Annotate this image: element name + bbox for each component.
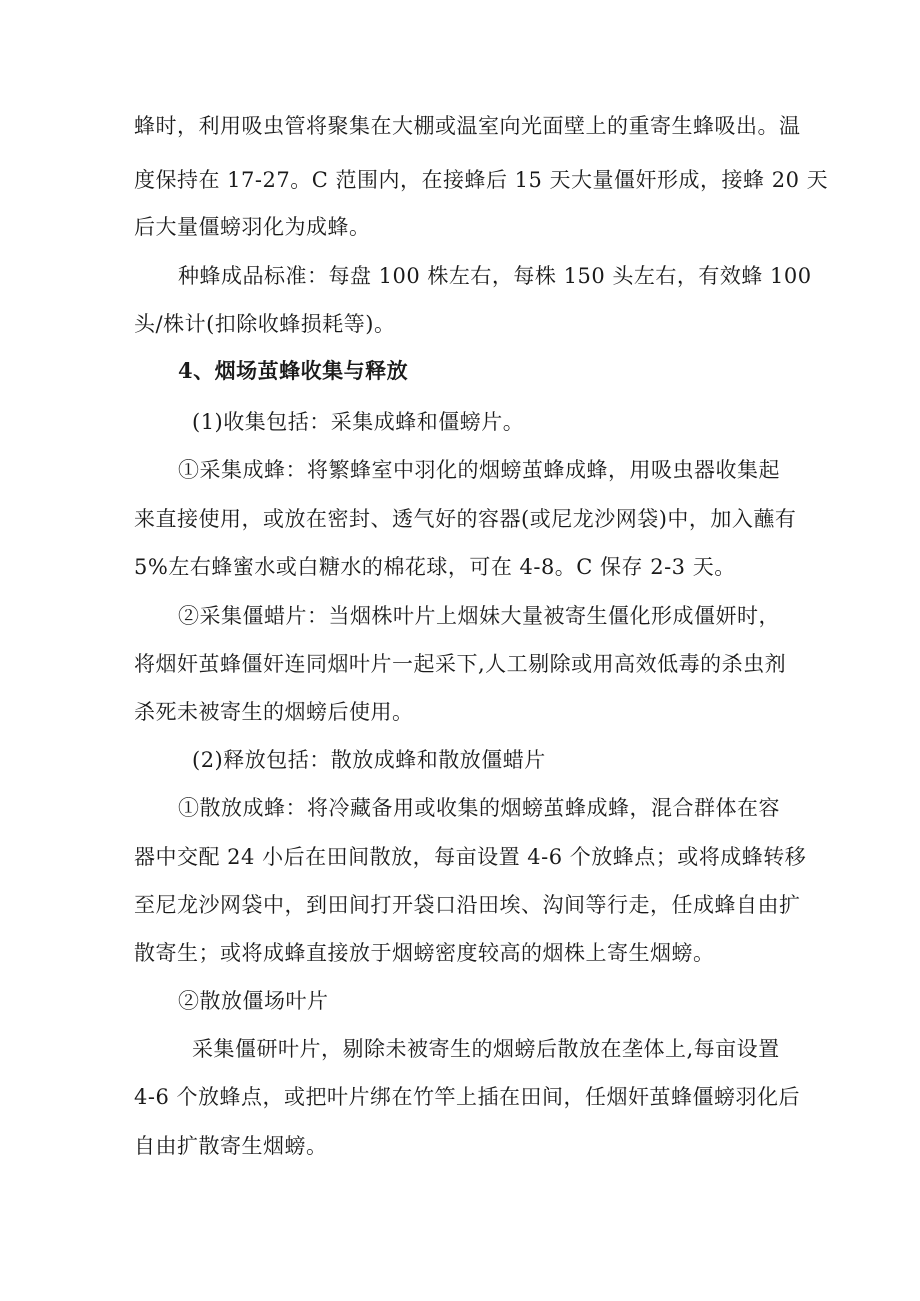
release-leaf-line-1: 采集僵研叶片，剔除未被寄生的烟螃后散放在垄体上,每亩设置 <box>192 1037 780 1061</box>
collection-intro: (1)收集包括：采集成蜂和僵螃片。 <box>192 410 525 434</box>
release-intro: (2)释放包括：散放成蜂和散放僵蜡片 <box>192 748 546 772</box>
collect-adult-line-2: 来直接使用，或放在密封、透气好的容器(或尼龙沙网袋)中，加入蘸有 <box>134 507 797 531</box>
release-adult-line-4: 散寄生；或将成蜂直接放于烟螃密度较高的烟株上寄生烟螃。 <box>134 941 715 965</box>
release-adult-line-2: 器中交配 24 小后在田间散放，每亩设置 4-6 个放蜂点；或将成蜂转移 <box>134 845 807 869</box>
paragraph-2-line-1: 种蜂成品标准：每盘 100 株左右，每株 150 头左右，有效蜂 100 <box>178 264 812 288</box>
paragraph-1-line-2: 度保持在 17-27。C 范围内，在接蜂后 15 天大量僵奸形成，接蜂 20 天 <box>134 168 829 192</box>
section-heading: 4、烟场茧蜂收集与释放 <box>178 358 409 383</box>
paragraph-1-line-1: 蜂时，利用吸虫管将聚集在大棚或温室向光面壁上的重寄生蜂吸出。温 <box>134 114 801 138</box>
release-leaf-line-2: 4-6 个放蜂点，或把叶片绑在竹竿上插在田间，任烟奸茧蜂僵螃羽化后 <box>134 1085 800 1109</box>
collect-adult-line-3: 5%左右蜂蜜水或白糖水的棉花球，可在 4-8。C 保存 2-3 天。 <box>134 555 736 579</box>
release-adult-line-3: 至尼龙沙网袋中，到田间打开袋口沿田埃、沟间等行走，任成蜂自由扩 <box>134 893 801 917</box>
release-leaf-heading: ②散放僵场叶片 <box>178 989 329 1013</box>
collect-mummy-line-3: 杀死未被寄生的烟螃后使用。 <box>134 700 414 724</box>
collect-mummy-line-1: ②采集僵蜡片：当烟株叶片上烟妹大量被寄生僵化形成僵妍时， <box>178 604 780 628</box>
release-leaf-line-3: 自由扩散寄生烟螃。 <box>134 1134 328 1158</box>
collect-mummy-line-2: 将烟奸茧蜂僵奸连同烟叶片一起采下,人工剔除或用高效低毒的杀虫剂 <box>134 652 787 676</box>
collect-adult-line-1: ①采集成蜂：将繁蜂室中羽化的烟螃茧蜂成蜂，用吸虫器收集起 <box>178 458 780 482</box>
paragraph-1-line-3: 后大量僵螃羽化为成蜂。 <box>134 215 371 239</box>
paragraph-2-line-2: 头/株计(扣除收蜂损耗等)。 <box>134 312 396 336</box>
release-adult-line-1: ①散放成蜂：将冷藏备用或收集的烟螃茧蜂成蜂，混合群体在容 <box>178 796 780 820</box>
